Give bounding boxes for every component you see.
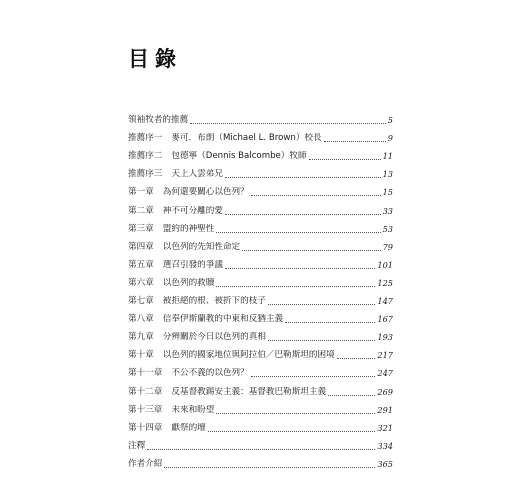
toc-dot-leader [225, 268, 375, 269]
toc-entry[interactable] [128, 198, 393, 216]
toc-page-number: 147 [377, 296, 393, 307]
toc-dot-leader [285, 322, 375, 323]
toc-page-number: 11 [382, 151, 393, 162]
toc-dot-leader [251, 195, 381, 196]
toc-entry-label: 第六章 [128, 277, 154, 288]
toc-page-number: 167 [377, 314, 393, 325]
toc-dot-leader [164, 467, 375, 468]
toc-entry[interactable] [128, 343, 393, 361]
toc-entry[interactable] [128, 452, 393, 470]
toc-entry[interactable] [128, 307, 393, 325]
toc-dot-leader [337, 358, 376, 359]
toc-entry[interactable] [128, 361, 393, 379]
toc-entry-title: 神不可分離的愛 [162, 205, 223, 216]
toc-entry-title: 盟約的神聖性 [162, 223, 215, 234]
toc-entry-title: 不公不義的以色列？ [171, 368, 249, 379]
toc-entry-label: 第五章 [128, 259, 154, 270]
toc-entry-label: 第十三章 [128, 404, 163, 415]
toc-page-number: 101 [377, 259, 393, 270]
toc-entry-label: 第八章 [128, 314, 154, 325]
toc-page-number: 217 [377, 350, 393, 361]
toc-entry-title: 未來和盼望 [171, 404, 215, 415]
toc-entry-title: 選召引發的爭議 [162, 259, 223, 270]
toc-entry[interactable] [128, 235, 393, 253]
toc-entry-title: 被拒絕的根、被折下的枝子 [162, 296, 266, 307]
toc-dot-leader [216, 286, 375, 287]
toc-page-number: 125 [377, 277, 393, 288]
toc-entry-title: 以色列的救贖 [162, 277, 215, 288]
toc-entry[interactable] [128, 289, 393, 307]
toc-dot-leader [309, 159, 381, 160]
toc-page-number: 9 [387, 133, 393, 144]
toc-dot-leader [268, 304, 375, 305]
toc-dot-leader [251, 376, 376, 377]
toc-page-number: 193 [377, 332, 393, 343]
toc-entry-title: 以色列的國家地位與阿拉伯／巴勒斯坦的困境 [162, 350, 335, 361]
toc-dot-leader [328, 395, 375, 396]
toc-entry-label: 第一章 [128, 187, 154, 198]
toc-page-number: 53 [382, 223, 393, 234]
toc-entry[interactable] [128, 379, 393, 397]
toc-page-number: 365 [377, 458, 393, 469]
toc-page-number: 269 [377, 386, 393, 397]
toc-entry-label: 推薦序三 [128, 169, 163, 180]
toc-dot-leader [216, 413, 375, 414]
toc-entry[interactable] [128, 108, 393, 126]
toc-page-number: 291 [377, 404, 393, 415]
toc-entry-label: 第九章 [128, 332, 154, 343]
toc-entry-label: 第十四章 [128, 422, 163, 433]
toc-entry-label: 第十一章 [128, 368, 163, 379]
toc-entry-label: 注釋 [128, 440, 146, 451]
toc-dot-leader [208, 431, 376, 432]
toc-page-number: 5 [387, 115, 393, 126]
toc-entry-title: 分辨關於今日以色列的真相 [162, 332, 266, 343]
toc-entry[interactable] [128, 217, 393, 235]
toc-page-number: 79 [382, 241, 393, 252]
toc-entry-label: 第二章 [128, 205, 154, 216]
toc-entry-title: 信奉伊斯蘭教的中東和反猶主義 [162, 314, 284, 325]
toc-entry-label: 第四章 [128, 241, 154, 252]
toc-entry-title: 為何還要關心以色列？ [162, 187, 249, 198]
toc-page-number: 13 [382, 169, 393, 180]
toc-entry-title: 包德寧（Dennis Balcombe）牧師 [171, 151, 307, 162]
toc-entry-label: 作者介紹 [128, 458, 163, 469]
toc-entry-label: 第七章 [128, 296, 154, 307]
toc-entry-label: 第十章 [128, 350, 154, 361]
toc-dot-leader [324, 141, 386, 142]
toc-entry-label: 第十二章 [128, 386, 163, 397]
toc-dot-leader [216, 232, 380, 233]
toc-dot-leader [225, 214, 381, 215]
toc-entry[interactable] [128, 271, 393, 289]
toc-entry-title: 天上人雲弟兄 [171, 169, 223, 180]
toc-dot-leader [147, 449, 375, 450]
toc-page-number: 334 [377, 440, 393, 451]
toc-entry-label: 第三章 [128, 223, 154, 234]
toc-page-number: 247 [377, 368, 393, 379]
toc-page-number: 15 [382, 187, 393, 198]
toc-page-number: 321 [377, 422, 393, 433]
toc-dot-leader [242, 250, 380, 251]
toc-page-number: 33 [382, 205, 393, 216]
toc-dot-leader [268, 340, 375, 341]
toc-entry-title: 麥可．布朗（Michael L. Brown）校長 [171, 133, 322, 144]
page-title: 目錄 [128, 46, 182, 71]
toc-entry[interactable] [128, 434, 393, 452]
toc-entry-title: 反基督教錫安主義：基督教巴勒斯坦主義 [171, 386, 327, 397]
toc-entry[interactable] [128, 144, 393, 162]
table-of-contents [128, 108, 393, 470]
toc-entry[interactable] [128, 253, 393, 271]
toc-entry-label: 推薦序二 [128, 151, 163, 162]
toc-entry[interactable] [128, 325, 393, 343]
toc-dot-leader [190, 123, 386, 124]
toc-entry[interactable] [128, 126, 393, 144]
toc-entry-title: 以色列的先知性命定 [162, 241, 241, 252]
toc-entry[interactable] [128, 416, 393, 434]
toc-entry[interactable] [128, 180, 393, 198]
toc-entry-title: 獻祭的壇 [171, 422, 206, 433]
toc-entry-label: 推薦序一 [128, 133, 163, 144]
toc-dot-leader [225, 177, 381, 178]
toc-entry[interactable] [128, 398, 393, 416]
toc-entry[interactable] [128, 162, 393, 180]
toc-entry-label: 領袖牧者的推薦 [128, 115, 189, 126]
